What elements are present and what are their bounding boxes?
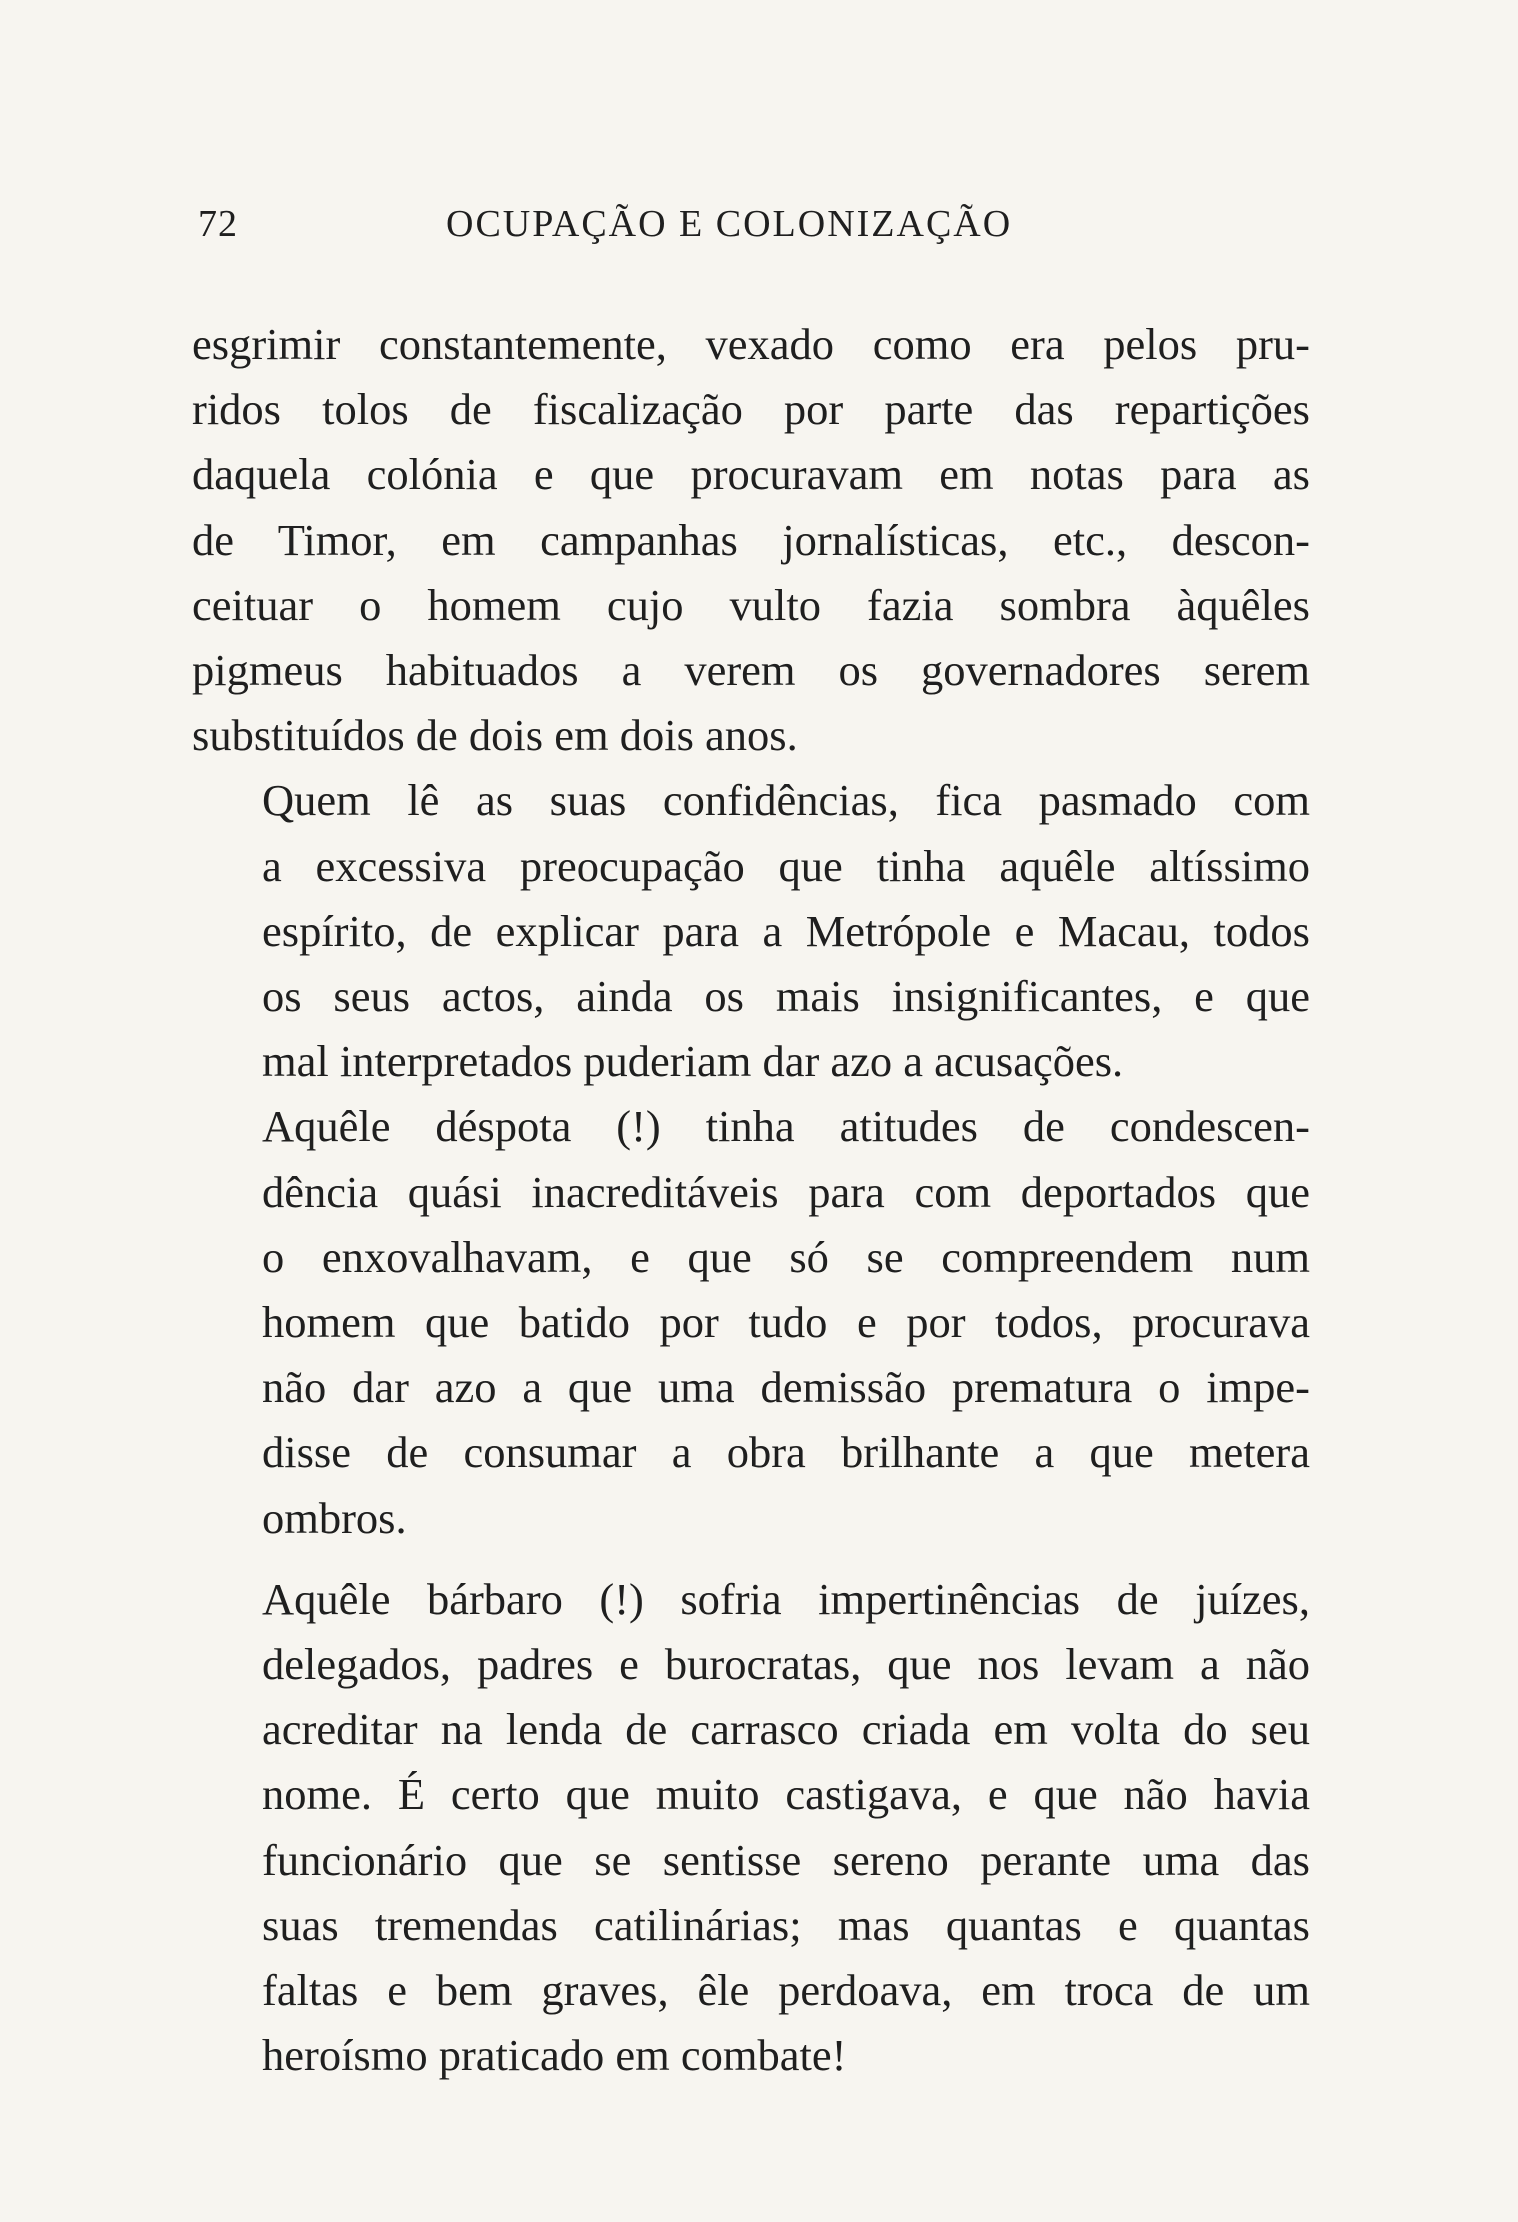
body-text [192,312,1310,2088]
text-line: os seus actos, ainda os mais insignificantes, e que [262,971,1310,1022]
text-line: não dar azo a que uma demissão prematura o impe- [262,1362,1310,1413]
page-number: 72 [198,203,238,245]
text-line: faltas e bem graves, êle perdoava, em troca de um [262,1965,1310,2016]
text-line: suas tremendas catilinárias; mas quantas e quantas [262,1899,1310,1950]
text-line: funcionário que se sentisse sereno perante uma das [262,1834,1310,1885]
paragraph-3 [192,1094,1310,1550]
text-line: nome. É certo que muito castigava, e que não havia [262,1769,1310,1820]
text-line: pigmeus habituados a verem os governadores serem [192,645,1310,696]
text-line: delegados, padres e burocratas, que nos levam a não [262,1639,1310,1690]
text-line: Quem lê as suas confidências, fica pasmado com [262,775,1310,826]
text-line: Aquêle bárbaro (!) sofria impertinências de juízes, [262,1573,1310,1624]
text-line: dência quási inacreditáveis para com deportados que [262,1166,1310,1217]
text-line: esgrimir constantemente, vexado como era pelos pru- [192,319,1310,369]
paragraph-1 [192,312,1310,768]
text-line: heroísmo praticado em combate! [262,2030,847,2081]
paragraph-2 [192,768,1310,1094]
text-line: Aquêle déspota (!) tinha atitudes de condescen- [262,1101,1310,1152]
paragraph-4 [192,1567,1310,2089]
text-line: ombros. [262,1492,407,1543]
text-line: ridos tolos de fiscalização por parte das repartições [192,384,1310,435]
text-line: espírito, de explicar para a Metrópole e Macau, todos [262,905,1310,956]
text-line: disse de consumar a obra brilhante a que metera [262,1427,1310,1478]
text-line: o enxovalhavam, e que só se compreendem num [262,1231,1310,1282]
text-line: de Timor, em campanhas jornalísticas, etc., descon- [192,514,1310,565]
text-line: ceituar o homem cujo vulto fazia sombra àquêles [192,579,1310,630]
running-title: OCUPAÇÃO E COLONIZAÇÃO [446,203,1013,245]
text-line: homem que batido por tudo e por todos, procurava [262,1297,1310,1348]
text-line: a excessiva preocupação que tinha aquêle altíssimo [262,840,1310,891]
text-line: substituídos de dois em dois anos. [192,710,798,761]
text-line: acreditar na lenda de carrasco criada em volta do seu [262,1704,1310,1755]
text-line: daquela colónia e que procuravam em notas para as [192,449,1310,500]
running-head [198,196,1310,252]
text-line: mal interpretados puderiam dar azo a acusações. [262,1036,1124,1087]
